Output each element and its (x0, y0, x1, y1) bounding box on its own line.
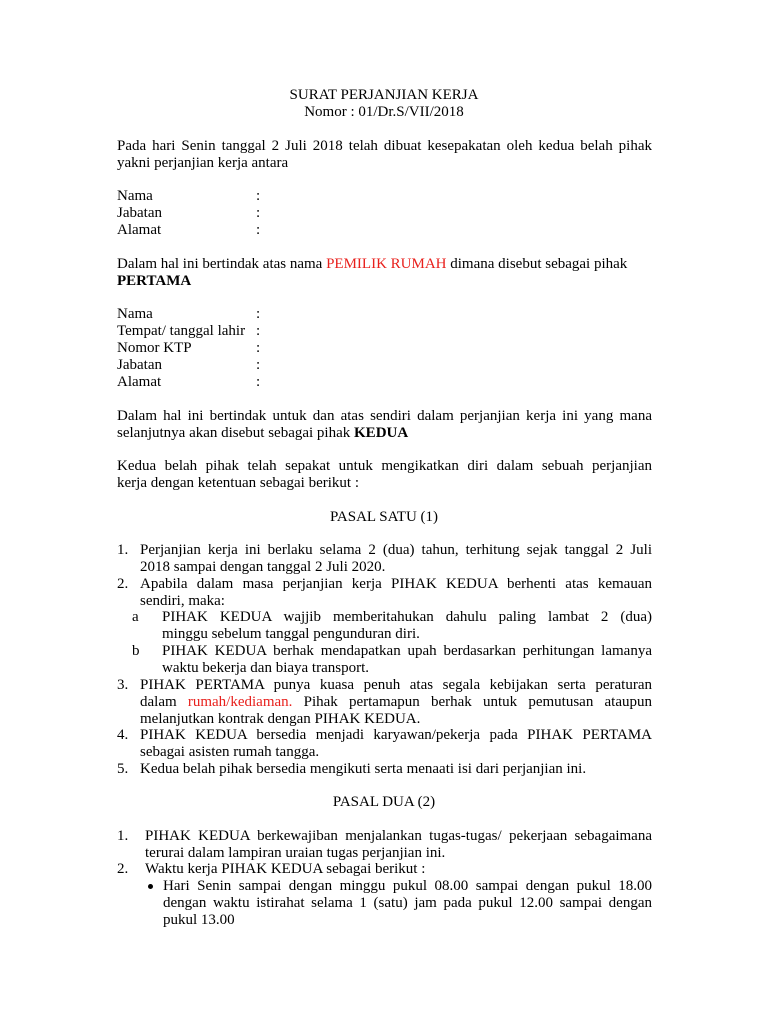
agreement-line-1: Kedua belah pihak telah sepakat untuk mengikatkan diri dalam sebuah perjanjian (117, 458, 652, 474)
pasal1-item2-number: 2. (117, 576, 129, 592)
pasal1-item3-line-1: PIHAK PERTAMA punya kuasa penuh atas segala kebijakan serta peraturan (140, 677, 652, 693)
pasal1-item1-number: 1. (117, 542, 129, 558)
pasal2-heading: PASAL DUA (2) (332, 794, 436, 810)
party1-name-label: Nama (117, 188, 153, 204)
document-title: SURAT PERJANJIAN KERJA (289, 87, 479, 103)
pasal1-item5-number: 5. (117, 761, 129, 777)
pasal1-sub-b-line-1: PIHAK KEDUA berhak mendapatkan upah berdasarkan perhitungan lamanya (162, 643, 652, 659)
party1-description-line-1 (117, 256, 627, 273)
party2-description-line-1: Dalam hal ini bertindak untuk dan atas sendiri dalam perjanjian kerja ini yang mana (117, 408, 652, 424)
party2-ktp-colon: : (256, 340, 261, 356)
pasal1-item1-line-1: Perjanjian kerja ini berlaku selama 2 (dua) tahun, terhitung sejak tanggal 2 Juli (140, 542, 652, 558)
party1-position-colon: : (256, 205, 261, 221)
pasal1-sub-b-line-2: waktu bekerja dan biaya transport. (162, 660, 370, 676)
party2-address-label: Alamat (117, 374, 162, 390)
party1-desc-pre: Dalam hal ini bertindak atas nama (117, 256, 327, 272)
pasal2-item2-number: 2. (117, 861, 129, 877)
party1-address-colon: : (256, 222, 261, 238)
intro-line-2: yakni perjanjian kerja antara (117, 155, 289, 171)
pasal1-item3-number: 3. (117, 677, 129, 693)
owner-highlight: PEMILIK RUMAH (326, 256, 447, 272)
document-number: Nomor : 01/Dr.S/VII/2018 (304, 104, 464, 120)
bullet-icon (148, 884, 153, 889)
party2-role-label: KEDUA (354, 425, 409, 441)
pasal2-item2-line-1: Waktu kerja PIHAK KEDUA sebagai berikut : (145, 861, 426, 877)
party1-desc-post: dimana disebut sebagai pihak (446, 256, 628, 272)
party2-description-line-2 (117, 425, 408, 442)
party1-role-label: PERTAMA (117, 273, 192, 289)
pasal1-item2-line-2: sendiri, maka: (140, 593, 225, 609)
pasal1-sub-a-letter: a (132, 609, 139, 625)
agreement-line-2: kerja dengan ketentuan sebagai berikut : (117, 475, 359, 491)
party2-position-colon: : (256, 357, 261, 373)
pasal1-item3-line-2 (140, 694, 652, 711)
party2-ktp-label: Nomor KTP (117, 340, 192, 356)
pasal1-sub-a-line-2: minggu sebelum tanggal pengunduran diri. (162, 626, 420, 642)
pasal2-bullet1-line-3: pukul 13.00 (163, 912, 235, 928)
pasal1-item3-post: Pihak pertamapun berhak untuk pemutusan ataupun (292, 694, 653, 710)
pasal2-item1-line-2: terurai dalam lampiran uraian tugas perjanjian ini. (145, 845, 446, 861)
pasal1-item4-number: 4. (117, 727, 129, 743)
pasal2-item1-number: 1. (117, 828, 129, 844)
party1-address-label: Alamat (117, 222, 162, 238)
pasal1-sub-a-line-1: PIHAK KEDUA wajjib memberitahukan dahulu paling lambat 2 (dua) (162, 609, 652, 625)
pasal2-bullet1-line-1: Hari Senin sampai dengan minggu pukul 08.00 sampai dengan pukul 18.00 (163, 878, 652, 894)
pasal1-item3-pre: dalam (140, 694, 188, 710)
residence-highlight: rumah/kediaman. (187, 694, 293, 710)
pasal1-item4-line-2: sebagai asisten rumah tangga. (140, 744, 320, 760)
pasal1-item2-line-1: Apabila dalam masa perjanjian kerja PIHAK KEDUA berhenti atas kemauan (140, 576, 652, 592)
pasal2-item1-line-1: PIHAK KEDUA berkewajiban menjalankan tugas-tugas/ pekerjaan sebagaimana (145, 828, 652, 844)
party2-desc-pre: selanjutnya akan disebut sebagai pihak (117, 425, 355, 441)
pasal1-item3-line-3: melanjutkan kontrak dengan PIHAK KEDUA. (140, 711, 421, 727)
intro-line-1: Pada hari Senin tanggal 2 Juli 2018 telah dibuat kesepakatan oleh kedua belah pihak (117, 138, 652, 154)
party1-name-colon: : (256, 188, 261, 204)
pasal1-item5-line-1: Kedua belah pihak bersedia mengikuti serta menaati isi dari perjanjian ini. (140, 761, 587, 777)
pasal1-sub-b-letter: b (132, 643, 140, 659)
party2-name-label: Nama (117, 306, 153, 322)
party2-address-colon: : (256, 374, 261, 390)
party2-position-label: Jabatan (117, 357, 162, 373)
pasal1-item1-line-2: 2018 sampai dengan tanggal 2 Juli 2020. (140, 559, 386, 575)
party2-birth-label: Tempat/ tanggal lahir (117, 323, 246, 339)
party2-birth-colon: : (256, 323, 261, 339)
party2-name-colon: : (256, 306, 261, 322)
pasal2-bullet1-line-2: dengan waktu istirahat selama 1 (satu) jam pada pukul 12.00 sampai dengan (163, 895, 652, 911)
pasal1-heading: PASAL SATU (1) (329, 509, 439, 525)
party1-position-label: Jabatan (117, 205, 162, 221)
pasal1-item4-line-1: PIHAK KEDUA bersedia menjadi karyawan/pekerja pada PIHAK PERTAMA (140, 727, 652, 743)
